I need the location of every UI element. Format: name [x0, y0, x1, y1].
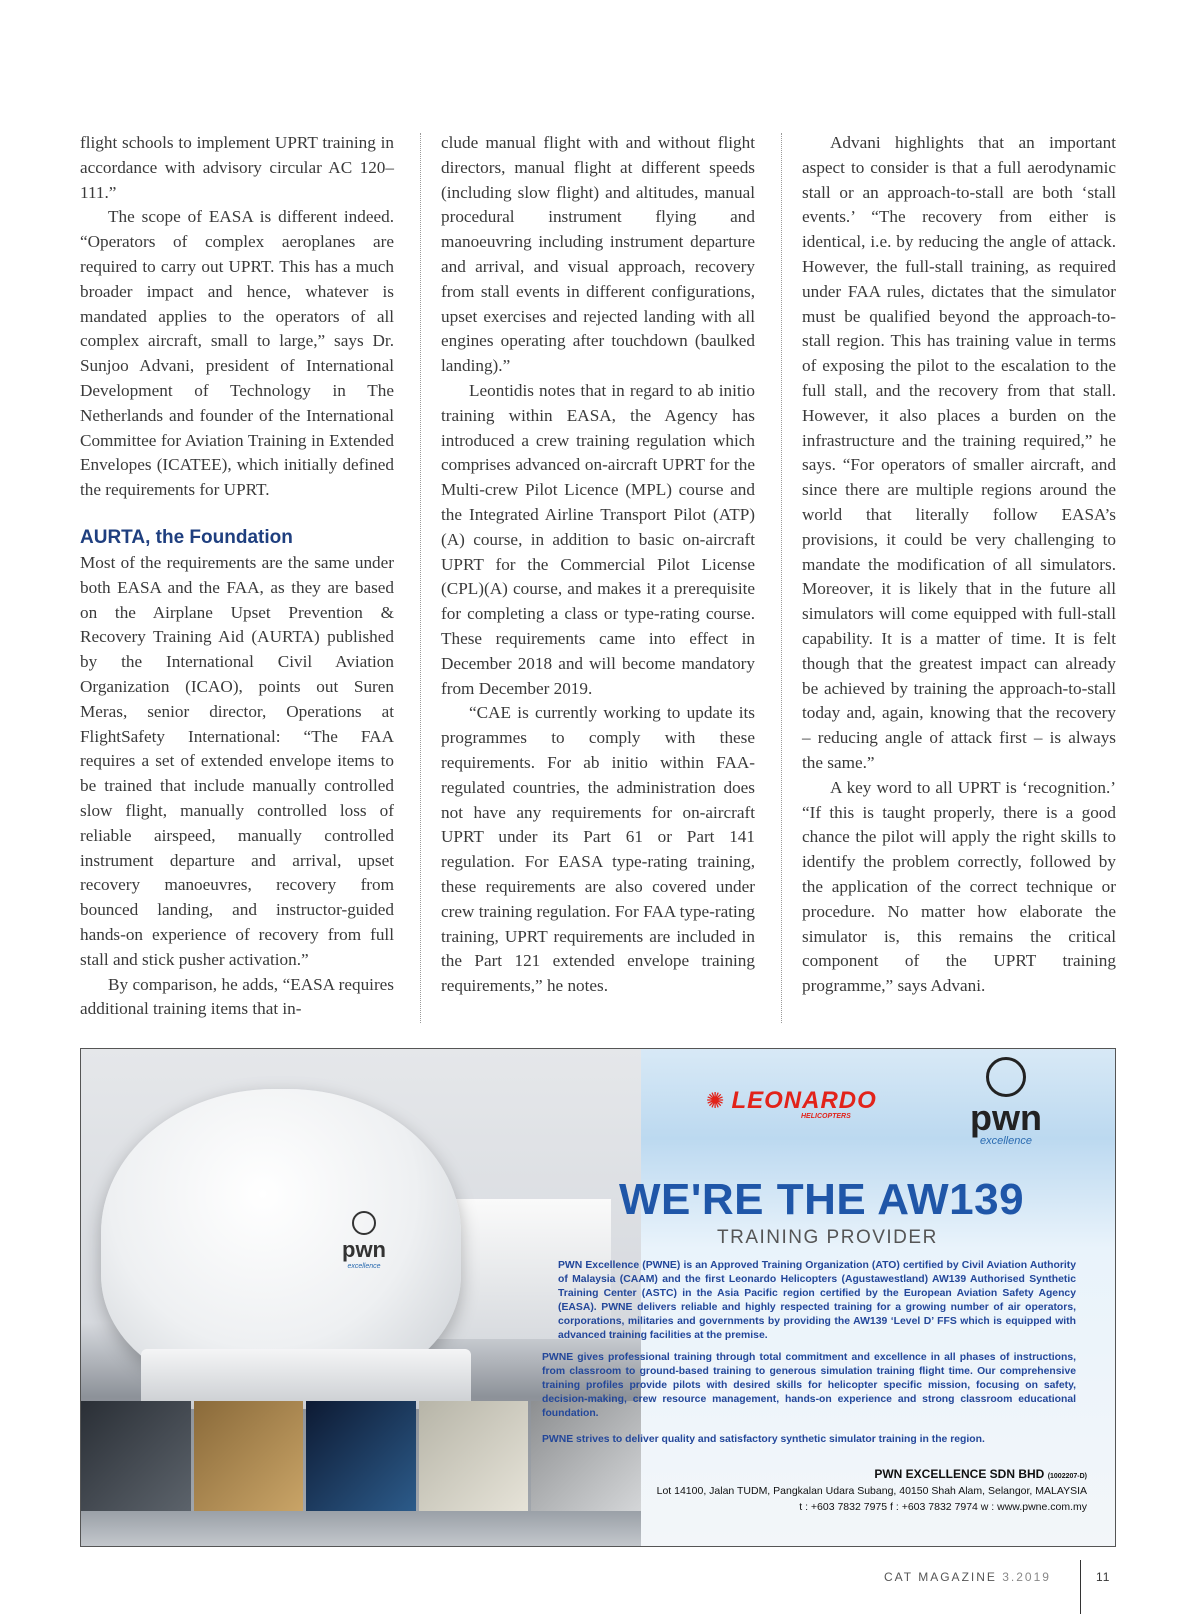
- advertisement: [80, 1048, 1116, 1547]
- leonardo-subtitle: HELICOPTERS: [801, 1113, 851, 1120]
- magazine-name: CAT MAGAZINE: [884, 1570, 997, 1584]
- column-divider: [420, 133, 421, 1023]
- article-column-2: [441, 131, 755, 999]
- thumbnail-office: [419, 1401, 529, 1511]
- section-heading: AURTA, the Foundation: [80, 526, 293, 548]
- pwn-emblem-icon: [352, 1211, 376, 1235]
- paragraph: “CAE is currently working to update its programmes to comply with these requirements. For ab initio within FAA-regulated countries, the administration does not have any requirements for on-aircraft UPRT under its Part 61 or Part 141 regulation. For EASA type-rating training, these requirements are also covered under crew training regulation. For FAA type-rating training, UPRT requirements are included in the Part 121 extended envelope training requirements,” he notes.: [441, 703, 755, 996]
- pwn-logo: pwn excellence: [961, 1057, 1051, 1147]
- simulator-dome: [101, 1089, 461, 1389]
- paragraph: The scope of EASA is different indeed. “Operators of complex aeroplanes are required to carry out UPRT. This has a much broader impact and hence, whatever is mandated applies to the operators of all complex aircraft, small to large,” says Dr. Sunjoo Advani, president of International Development of Technology in The Netherlands and founder of the International Committee for Aviation Training in Extended Envelopes (ICATEE), which initially defined the requirements for UPRT.: [80, 207, 394, 500]
- thumbnail-cockpit: [306, 1401, 416, 1511]
- leonardo-emblem-icon: ✺: [706, 1088, 726, 1113]
- article-column-1: [80, 131, 394, 1022]
- ad-contact: t : +603 7832 7975 f : +603 7832 7974 w : www.pwne.com.my: [799, 1501, 1087, 1513]
- ad-company-name: PWN EXCELLENCE SDN BHD (1002207-D): [874, 1467, 1087, 1481]
- ad-headline: WE'RE THE AW139: [619, 1175, 1025, 1224]
- thumbnail-control-room: [81, 1401, 191, 1511]
- page-footer: [884, 1570, 1051, 1584]
- simulator-platform: [141, 1349, 471, 1409]
- ad-text-panel: [521, 1049, 1115, 1546]
- ad-paragraph: PWNE strives to deliver quality and satisfactory synthetic simulator training in the region.: [542, 1434, 985, 1445]
- ad-subheadline: TRAINING PROVIDER: [717, 1227, 938, 1248]
- paragraph: By comparison, he adds, “EASA requires additional training items that in-: [80, 974, 394, 1019]
- article-column-3: [802, 131, 1116, 999]
- paragraph: Most of the requirements are the same under both EASA and the FAA, as they are based on the Airplane Upset Prevention & Recovery Training Aid (AURTA) published by the International Civil Aviation Organization (ICAO), points out Suren Meras, senior director, Operations at FlightSafety International: “The FAA requires a set of extended envelope items to be trained that include manually controlled slow flight, manually controlled loss of reliable airspeed, manually controlled instrument departure and arrival, upset recovery manoeuvres, recovery from bounced landing, and instructor-guided hands-on experience of recovery from full stall and stick pusher activation.”: [80, 552, 394, 969]
- ad-address: Lot 14100, Jalan TUDM, Pangkalan Udara Subang, 40150 Shah Alam, Selangor, MALAYSIA: [656, 1485, 1087, 1497]
- paragraph: Leontidis notes that in regard to ab initio training within EASA, the Agency has introduced a crew training regulation which comprises advanced on-aircraft UPRT for the Multi-crew Pilot Licence (MPL) course and the Integrated Airline Transport Pilot (ATP)(A) course, in addition to basic on-aircraft UPRT for the Commercial Pilot License (CPL)(A) course, and makes it a prerequisite for completing a class or type-rating course. These requirements came into effect in December 2018 and will become mandatory from December 2019.: [441, 380, 755, 698]
- paragraph: Advani highlights that an important aspect to consider is that a full aerodynamic stall or an approach-to-stall are both ‘stall events.’ “The recovery from either is identical, i.e. by reducing the angle of attack. However, the full-stall training, as required under FAA rules, dictates that the simulator must be qualified beyond the approach-to-stall region. This has training value in terms of exposing the pilot to the escalation to the full stall, and the recovery from that stall. However, it also places a burden on the infrastructure and the training required,” he says. “For operators of smaller aircraft, and since there are multiple regions around the world that literally follow EASA’s provisions, it could be very challenging to mandate the modification of all simulators. Moreover, it is likely that in the future all simulators will come equipped with full-stall capability. It is a matter of time. It is felt though that the greatest impact can already be achieved by training the approach-to-stall today and, again, knowing that the recovery – reducing angle of attack first – is always the same.”: [802, 133, 1116, 772]
- thumbnail-lounge: [194, 1401, 304, 1511]
- paragraph: A key word to all UPRT is ‘recognition.’ “If this is taught properly, there is a good chance the pilot will apply the right skills to identify the problem correctly, followed by the application of the correct technique or procedure. No matter how elaborate the simulator is, this remains the critical component of the UPRT training programme,” says Advani.: [802, 777, 1116, 996]
- ad-paragraph: PWNE gives professional training through total commitment and excellence in all phases of instructions, from classroom to ground-based training to generous simulation training flight time. Our comprehensive training profiles provide pilots with desired skills for helicopter specific mission, focusing on safety, decision-making, crew resource management, hands-on experience and strong classroom educational foundation.: [542, 1352, 1076, 1419]
- paragraph: clude manual flight with and without flight directors, manual flight at different speeds (including slow flight) and altitudes, manual procedural instrument flying and manoeuvring including instrument departure and arrival, and visual approach, recovery from stall events in different configurations, upset exercises and rejected landing with all engines operating after touchdown (baulked landing).”: [441, 133, 755, 376]
- issue-number: 3.2019: [1002, 1570, 1051, 1584]
- paragraph: flight schools to implement UPRT training in accordance with advisory circular AC 120–111.”: [80, 133, 394, 202]
- pwn-emblem-icon: [986, 1057, 1026, 1097]
- leonardo-logo: ✺ LEONARDO: [706, 1087, 877, 1114]
- column-divider: [781, 133, 782, 1023]
- ad-paragraph: PWN Excellence (PWNE) is an Approved Training Organization (ATO) certified by Civil Aviation Authority of Malaysia (CAAM) and the first Leonardo Helicopters (Agustawestland) AW139 Authorised Synthetic Training Center (ASTC) in the Asia Pacific region certified by the European Aviation Safety Agency (EASA). PWNE delivers reliable and highly respected training for a growing number of air operators, corporations, militaries and governments by providing the AW139 ‘Level D’ FFS which is equipped with advanced training facilities at the premise.: [558, 1260, 1076, 1341]
- photo-pwn-logo: pwn excellence: [329, 1211, 399, 1270]
- footer-divider: [1080, 1560, 1081, 1614]
- page-number: 11: [1096, 1570, 1111, 1584]
